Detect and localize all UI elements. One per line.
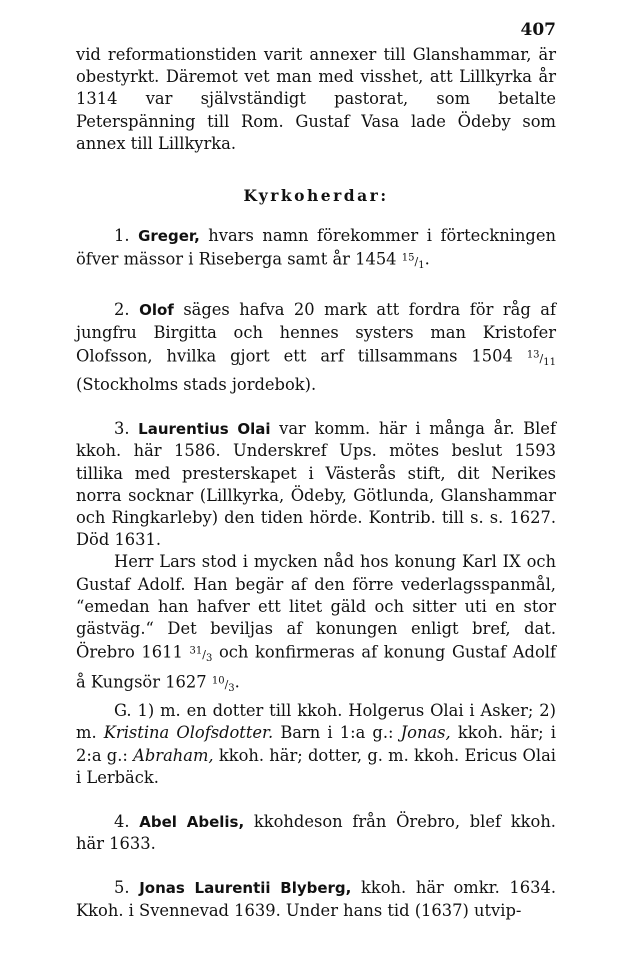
section-heading: Kyrkoherdar:: [243, 186, 389, 206]
entry-text: hvars namn förekommer i förteckningen öfver mässor i Riseberga samt år 1454: [76, 226, 556, 270]
entry-name: Laurentius Olai: [138, 420, 271, 439]
entry-number: 3.: [114, 419, 130, 439]
intro-paragraph: vid reformationstiden varit annexer till Glanshammar, är obestyrkt. Däremot vet man med visshet, att Lillkyrka år 1314 var självständigt pastorat, som betalte Peterspänning till Rom. Gustaf Vasa lade Ödeby som annex till Lillkyrka.: [76, 45, 556, 153]
entry-text: var komm. här i många år. Blef kkoh. här 1586. Underskref Ups. mötes beslut 1593 tillika med presterskapet i Västerås stift, dit Nerikes norra socknar (Lillkyrka, Ödeby, Götlunda, Glanshammar och Ringkarleby) den tiden hörde. Kontrib. till s. s. 1627. Död 1631.: [76, 419, 556, 550]
date-fraction: $^{10}/_3$: [211, 675, 235, 695]
entry-text: kkohdeson från Örebro, blef kkoh. här 1633.: [76, 812, 556, 854]
entry-text: säges hafva 20 mark att fordra för råg af jungfru Birgitta och hennes systers man Kristofer Olofsson, hvilka gjort ett arf tillsammans 1504: [76, 300, 556, 366]
entry-number: 1.: [114, 226, 130, 246]
page-number: 407: [520, 20, 556, 40]
child-name: Jonas,: [400, 723, 451, 743]
entry-name: Olof: [139, 301, 174, 320]
entry-text: kkoh. här omkr. 1634. Kkoh. i Svennevad 1639. Under hans tid (1637) utvip-: [76, 878, 556, 920]
child-name: Abraham,: [133, 745, 214, 765]
entry-name: Jonas Laurentii Blyberg,: [139, 879, 352, 898]
date-fraction: $^{31}/_3$: [189, 645, 213, 664]
entry-3-paragraph-3: G. 1) m. en dotter till kkoh. Holgerus Olai i Asker; 2) m. Kristina Olofsdotter. Barn i 1:a g.: Jonas, kkoh. här; i 2:a g.: Abraham, kkoh. här; dotter, g. m. kkoh. Ericus Olai i Lerbäck.: [76, 701, 556, 787]
entry-4: [76, 811, 556, 855]
entry-1: 1. Greger, hvars namn förekommer i förteckningen öfver mässor i Riseberga samt år 1454 $^{15}/_1$.: [76, 226, 556, 272]
date-fraction: $^{13}/_{11}$: [526, 348, 556, 368]
entry-5: [76, 877, 556, 921]
entry-3-paragraph-2: Herr Lars stod i mycken nåd hos konung Karl IX och Gustaf Adolf. Han begär af den förre vederlagsspanmål, “emedan han hafver ett litet gäld och sitter uti en stor gästväg.“ Det beviljas af konungen enligt bref, dat. Örebro 1611 $^{31}/_3$ och konfirmeras af konung Gustaf Adolf å Kungsör 1627 $^{10}/_3$.: [76, 552, 556, 695]
entry-2: 2. Olof säges hafva 20 mark att fordra för råg af jungfru Birgitta och hennes systers man Kristofer Olofsson, hvilka gjort ett arf tillsammans 1504 $^{13}/_{11}$ (Stockholms stads jordebok).: [76, 300, 556, 394]
entry-number: 2.: [114, 300, 130, 320]
entry-3: [76, 418, 556, 551]
entry-number: 5.: [114, 878, 130, 898]
date-fraction: $^{15}/_1$: [401, 252, 425, 272]
entry-number: 4.: [114, 812, 130, 832]
body-text: [76, 44, 556, 922]
entry-name: Abel Abelis,: [139, 813, 245, 832]
wife-name: Kristina Olofsdotter.: [103, 723, 274, 743]
entry-name: Greger,: [138, 227, 200, 246]
